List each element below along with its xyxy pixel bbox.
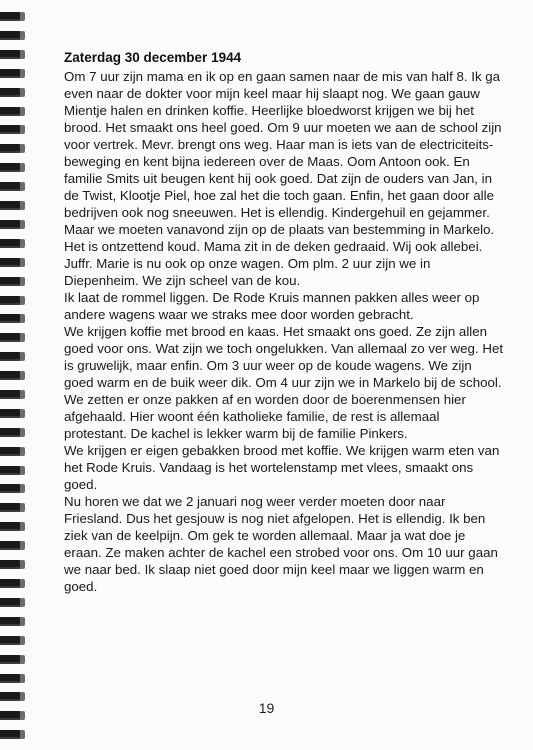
binding-hole — [20, 201, 25, 210]
binding-hole — [20, 466, 25, 475]
binding-ring — [0, 125, 22, 134]
binding-hole — [20, 12, 25, 21]
binding-ring — [0, 182, 22, 191]
binding-ring — [0, 88, 22, 97]
binding-hole — [20, 598, 25, 607]
binding-hole — [20, 617, 25, 626]
binding-hole — [20, 522, 25, 531]
binding-hole — [20, 314, 25, 323]
binding-ring — [0, 296, 22, 305]
binding-ring — [0, 12, 22, 21]
binding-hole — [20, 503, 25, 512]
binding-ring — [0, 371, 22, 380]
binding-hole — [20, 560, 25, 569]
binding-ring — [0, 730, 22, 739]
binding-hole — [20, 107, 25, 116]
binding-ring — [0, 447, 22, 456]
binding-ring — [0, 390, 22, 399]
binding-ring — [0, 409, 22, 418]
binding-hole — [20, 144, 25, 153]
binding-ring — [0, 636, 22, 645]
entry-body — [64, 68, 504, 595]
binding-hole — [20, 182, 25, 191]
binding-hole — [20, 484, 25, 493]
paragraph: Nu horen we dat we 2 januari nog weer verder moeten door naar Friesland. Dus het gesjouw is nog niet afgelopen. Het is ellendig. Ik ben ziek van de keelpijn. Om gek te worden allemaal. Maar ja wat doe je eraan. Ze maken achter de kachel een strobed voor ons. Om 10 uur gaan we naar bed. Ik slaap niet goed door mijn keel maar we liggen warm en goed. — [64, 494, 498, 594]
binding-hole — [20, 541, 25, 550]
binding-hole — [20, 50, 25, 59]
binding-ring — [0, 674, 22, 683]
binding-hole — [20, 428, 25, 437]
binding-ring — [0, 201, 22, 210]
binding-ring — [0, 428, 22, 437]
binding-ring — [0, 655, 22, 664]
binding-ring — [0, 314, 22, 323]
binding-hole — [20, 125, 25, 134]
binding-ring — [0, 466, 22, 475]
binding-hole — [20, 579, 25, 588]
paragraph: We krijgen koffie met brood en kaas. Het smaakt ons goed. Ze zijn allen goed voor ons. Wat zijn we toch ongelukken. Van allemaal zo ver weg. Het is gruwelijk, maar enfin. Om 3 uur weer op de koude wagens. We zijn goed warm en de buik weer dik. Om 4 uur zijn we in Markelo bij de school. — [64, 324, 504, 390]
binding-ring — [0, 31, 22, 40]
binding-hole — [20, 239, 25, 248]
binding-ring — [0, 69, 22, 78]
binding-ring — [0, 352, 22, 361]
binding-hole — [20, 333, 25, 342]
binding-ring — [0, 258, 22, 267]
binding-ring — [0, 503, 22, 512]
binding-ring — [0, 107, 22, 116]
binding-hole — [20, 277, 25, 286]
binding-hole — [20, 258, 25, 267]
binding-hole — [20, 674, 25, 683]
binding-ring — [0, 333, 22, 342]
binding-hole — [20, 163, 25, 172]
binding-hole — [20, 352, 25, 361]
binding-ring — [0, 579, 22, 588]
paragraph: We zetten er onze pakken af en worden door de boerenmensen hier afgehaald. Hier woont één katholieke familie, de rest is allemaal protestant. De kachel is lekker warm bij de familie Pinkers. — [64, 392, 466, 441]
spiral-binding — [0, 0, 24, 750]
page-number: 19 — [258, 700, 275, 716]
binding-ring — [0, 50, 22, 59]
paragraph: Het is ontzettend koud. Mama zit in de deken gedraaid. Wij ook allebei. Juffr. Marie is nu ook op onze wagen. Om plm. 2 uur zijn we in Diepenheim. We zijn scheel van de kou. — [64, 239, 483, 288]
binding-hole — [20, 730, 25, 739]
binding-hole — [20, 69, 25, 78]
binding-ring — [0, 598, 22, 607]
binding-hole — [20, 88, 25, 97]
binding-hole — [20, 655, 25, 664]
binding-ring — [0, 617, 22, 626]
binding-hole — [20, 371, 25, 380]
binding-ring — [0, 484, 22, 493]
binding-hole — [20, 409, 25, 418]
binding-hole — [20, 636, 25, 645]
binding-ring — [0, 541, 22, 550]
paragraph: Om 7 uur zijn mama en ik op en gaan samen naar de mis van half 8. Ik ga even naar de dokter voor mijn keel maar hij slaapt nog. We gaan gauw Mientje halen en drinken koffie. Heerlijke bloedworst krijgen we bij het brood. Het smaakt ons heel goed. Om 9 uur moeten we aan de school zijn voor vertrek. Mevr. brengt ons weg. Haar man is iets van de electriciteits-beweging en kent bijna iedereen over de Maas. Oom Antoon ook. En familie Smits uit beugen kent hij ook goed. Dat zijn de ouders van Jan, in de Twist, Klootje Piel, hoe zal het die toch gaan. Enfin, het gaan door alle bedrijven ook nog sneeuwen. Het is ellendig. Kindergehuil en gejammer. Maar we moeten vanavond zijn op de plaats van bestemming in Markelo. — [64, 69, 502, 237]
binding-hole — [20, 447, 25, 456]
binding-ring — [0, 560, 22, 569]
binding-hole — [20, 390, 25, 399]
binding-ring — [0, 220, 22, 229]
binding-ring — [0, 522, 22, 531]
binding-ring — [0, 144, 22, 153]
paragraph: We krijgen er eigen gebakken brood met koffie. We krijgen warm eten van het Rode Kruis. Vandaag is het wortelenstamp met vlees, smaakt ons goed. — [64, 443, 500, 492]
paragraph: Ik laat de rommel liggen. De Rode Kruis mannen pakken alles weer op andere wagens waar we straks mee door worden gebracht. — [64, 290, 480, 322]
entry-heading: Zaterdag 30 december 1944 — [64, 50, 242, 65]
binding-ring — [0, 239, 22, 248]
binding-hole — [20, 220, 25, 229]
binding-hole — [20, 31, 25, 40]
binding-ring — [0, 277, 22, 286]
binding-hole — [20, 296, 25, 305]
binding-ring — [0, 163, 22, 172]
